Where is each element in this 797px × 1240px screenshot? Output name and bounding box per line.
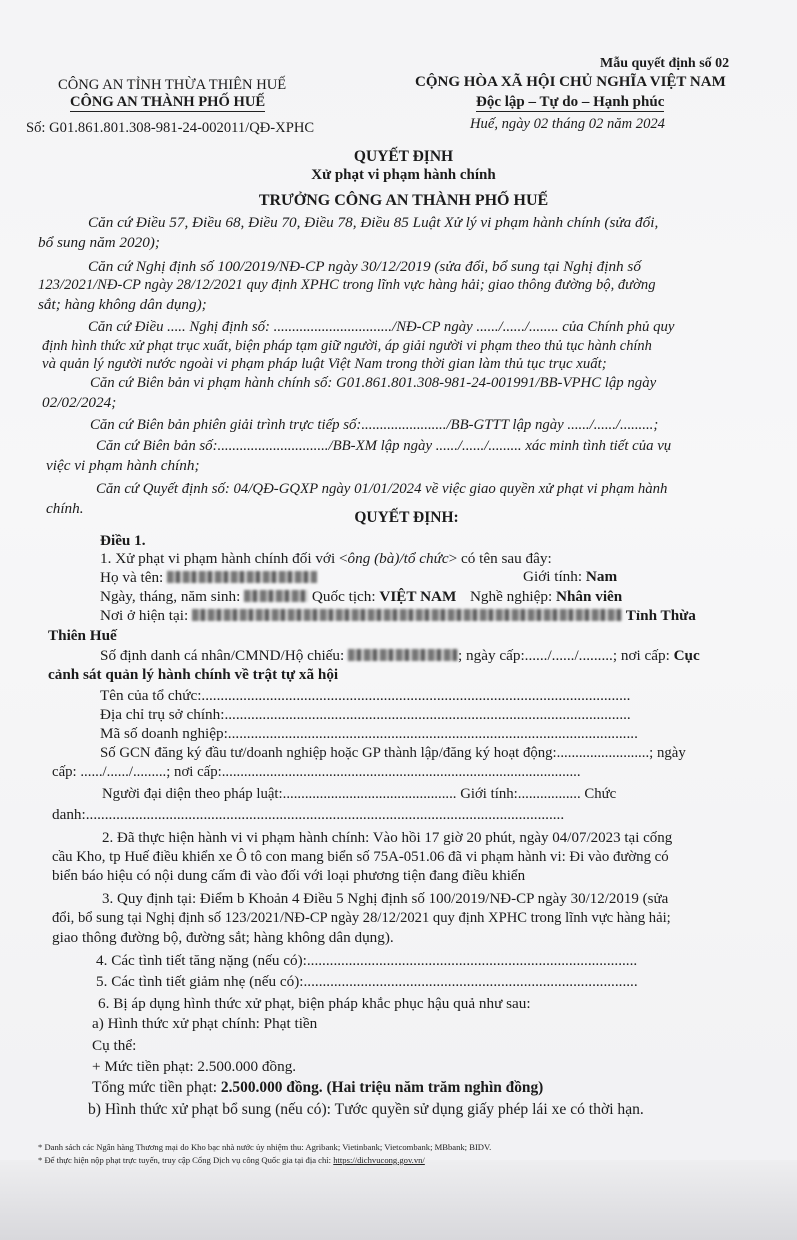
item2-line: 2. Đã thực hiện hành vi vi phạm hành chính: Vào hồi 17 giờ 20 phút, ngày 04/07/2023 tại cống xyxy=(102,830,673,846)
doc-subtitle: Xử phạt vi phạm hành chính xyxy=(311,167,496,183)
org-gcn: Số GCN đăng ký đầu tư/doanh nghiệp hoặc GP thành lập/đăng ký hoạt động:.........................; ngày xyxy=(100,745,686,761)
preamble-line: Căn cứ Quyết định số: 04/QĐ-GQXP ngày 01/01/2024 về việc giao quyền xử phạt vi phạm hành xyxy=(96,481,668,497)
redacted-id xyxy=(348,649,458,661)
gender-row: Giới tính: Nam xyxy=(523,568,618,585)
total-fine: Tổng mức tiền phạt: 2.500.000 đồng. (Hai triệu năm trăm nghìn đồng) xyxy=(92,1079,544,1096)
preamble-line: sắt; hàng không dân dụng); xyxy=(38,296,207,313)
org-taxcode: Mã số doanh nghiệp:............................................................................................................ xyxy=(100,725,638,742)
org-rep-cont: danh:.............................................................................................................................. xyxy=(52,806,565,823)
form-label: Mẫu quyết định số 02 xyxy=(600,56,730,71)
preamble-line: và quản lý người nước ngoài vi phạm pháp luật Việt Nam trong thời gian làm thủ tục trục xuất; xyxy=(42,356,607,372)
decision-number: Số: G01.861.801.308-981-24-002011/QĐ-XPHC xyxy=(26,120,315,136)
residence-row: Nơi ở hiện tại: Tỉnh Thừa xyxy=(100,607,696,624)
preamble-line: Căn cứ Biên bản vi phạm hành chính số: G01.861.801.308-981-24-001991/BB-VPHC lập ngày xyxy=(90,375,657,391)
preamble-line: Căn cứ Điều 57, Điều 68, Điều 70, Điều 78, Điều 85 Luật Xử lý vi phạm hành chính (sửa đổi, xyxy=(88,214,659,231)
preamble-line: chính. xyxy=(46,500,84,517)
item3-line: 3. Quy định tại: Điểm b Khoản 4 Điều 5 Nghị định số 100/2019/NĐ-CP ngày 30/12/2019 (sửa xyxy=(102,891,669,907)
specific-label: Cụ thể: xyxy=(92,1037,137,1054)
preamble-line: việc vi phạm hành chính; xyxy=(46,457,200,474)
preamble-line: Căn cứ Nghị định số 100/2019/NĐ-CP ngày 30/12/2019 (sửa đổi, bổ sung tại Nghị định số xyxy=(88,258,641,275)
item2-line: biển báo hiệu có nội dung cấm đi vào đối với loại phương tiện đang điều khiển xyxy=(52,868,526,884)
residence-cont: Thiên Huế xyxy=(48,627,117,644)
item6b-line: b) Hình thức xử phạt bổ sung (nếu có): Tước quyền sử dụng giấy phép lái xe có thời hạn. xyxy=(88,1101,644,1118)
dichvucong-link[interactable]: https://dichvucong.gov.vn/ xyxy=(333,1155,425,1165)
footnote-banks: * Danh sách các Ngân hàng Thương mại do Kho bạc nhà nước ủy nhiệm thu: Agribank; Vietinbank; Vietcombank; MBbank; BIDV. xyxy=(38,1142,492,1152)
preamble-line: Căn cứ Biên bản phiên giải trình trực tiếp số:......................./BB-GTTT lập ngày ....../....../.........; xyxy=(90,417,659,433)
org-gcn-cont: cấp: ....../....../.........; nơi cấp:................................................................................................. xyxy=(52,764,581,780)
page-shadow xyxy=(0,1160,797,1240)
preamble-line: Căn cứ Điều ..... Nghị định số: ................................/NĐ-CP ngày ....../....../........ của Chính phủ quy xyxy=(88,319,675,335)
item6a-line: a) Hình thức xử phạt chính: Phạt tiền xyxy=(92,1015,318,1032)
item1-line: 1. Xử phạt vi phạm hành chính đối với <ông (bà)/tổ chức> có tên sau đây: xyxy=(100,550,552,567)
preamble-line: định hình thức xử phạt trục xuất, biện pháp tạm giữ người, áp giải người vi phạm theo thủ tục hành chính xyxy=(42,338,652,354)
decision-heading: QUYẾT ĐỊNH: xyxy=(354,509,459,526)
national-motto: Độc lập – Tự do – Hạnh phúc xyxy=(476,94,665,110)
country-name: CỘNG HÒA XÃ HỘI CHỦ NGHĨA VIỆT NAM xyxy=(415,74,726,90)
preamble-line: 123/2021/NĐ-CP ngày 28/12/2021 quy định XPHC trong lĩnh vực hàng hải; giao thông đường bộ, đường xyxy=(38,277,656,293)
fine-line: + Mức tiền phạt: 2.500.000 đồng. xyxy=(92,1058,297,1075)
footnote-online: * Để thực hiện nộp phạt trực tuyến, truy cập Cổng Dịch vụ công Quốc gia tại địa chỉ: https://dichvucong.gov.vn/ xyxy=(38,1155,425,1165)
item2-line: cầu Kho, tp Huế điều khiển xe Ô tô con mang biển số 75A-051.06 đã vi phạm hành vi: Đi vào đường có xyxy=(52,849,669,865)
dob-row: Ngày, tháng, năm sinh: Quốc tịch: VIỆT NAM Nghề nghiệp: Nhân viên xyxy=(100,588,623,605)
org-representative: Người đại diện theo pháp luật:............................................... Giới tính:................. Chức xyxy=(102,786,617,802)
name-row: Họ và tên: xyxy=(100,568,797,587)
doc-title: QUYẾT ĐỊNH xyxy=(353,148,454,165)
redacted-dob xyxy=(244,590,308,602)
agency-parent: CÔNG AN TỈNH THỪA THIÊN HUẾ xyxy=(58,77,287,93)
id-row: Số định danh cá nhân/CMND/Hộ chiếu: ; ngày cấp:....../....../.........; nơi cấp: Cục xyxy=(100,647,700,664)
redacted-address xyxy=(192,609,622,621)
id-place-cont: cảnh sát quản lý hành chính về trật tự xã hội xyxy=(48,666,339,683)
item4-line: 4. Các tình tiết tăng nặng (nếu có):....................................................................................... xyxy=(96,952,638,969)
article-label: Điều 1. xyxy=(100,532,146,549)
org-name: Tên của tổ chức:................................................................................................................. xyxy=(100,687,631,704)
issuer-title: TRƯỞNG CÔNG AN THÀNH PHỐ HUẾ xyxy=(258,192,549,209)
preamble-line: 02/02/2024; xyxy=(42,394,117,411)
place-date: Huế, ngày 02 tháng 02 năm 2024 xyxy=(470,116,665,132)
item6-line: 6. Bị áp dụng hình thức xử phạt, biện pháp khắc phục hậu quả như sau: xyxy=(98,995,531,1012)
preamble-line: bổ sung năm 2020); xyxy=(38,234,160,251)
item3-line: giao thông đường bộ, đường sắt; hàng không dân dụng). xyxy=(52,929,394,946)
redacted-name xyxy=(167,571,317,583)
item3-line: đổi, bổ sung tại Nghị định số 123/2021/NĐ-CP ngày 28/12/2021 quy định XPHC trong lĩnh vực hàng hải; xyxy=(52,910,671,926)
agency-name: CÔNG AN THÀNH PHỐ HUẾ xyxy=(70,94,266,110)
item5-line: 5. Các tình tiết giảm nhẹ (nếu có):........................................................................................ xyxy=(96,973,638,990)
preamble-line: Căn cứ Biên bản số:............................../BB-XM lập ngày ....../....../......... xác minh tình tiết của vụ xyxy=(96,438,672,454)
org-address: Địa chỉ trụ sở chính:........................................................................................................... xyxy=(100,706,631,723)
